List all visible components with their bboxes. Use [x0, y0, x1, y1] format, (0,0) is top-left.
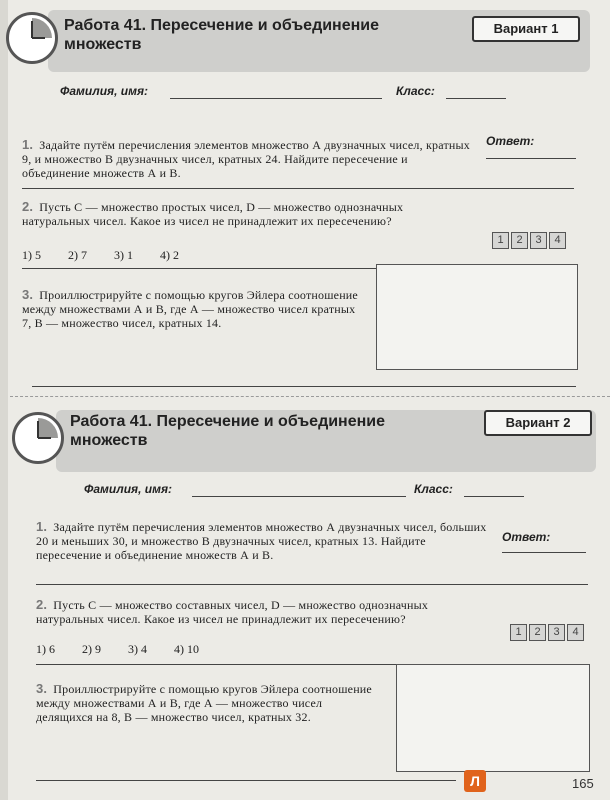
task-1: [36, 520, 492, 562]
option[interactable]: 3) 4: [128, 642, 147, 656]
class-field[interactable]: [464, 496, 524, 497]
task-text: Задайте путём перечисления элементов множество А двузначных чисел, кратных 9, и множество В двузначных чисел, кратных 24. Найдите пересечение и объединение множеств А и В.: [22, 138, 470, 180]
answer-box[interactable]: 1: [510, 624, 527, 641]
divider: [36, 780, 456, 781]
task-2: [36, 598, 494, 626]
answer-options: [36, 642, 223, 657]
task-number: 2.: [22, 199, 34, 214]
answer-options: [22, 248, 203, 263]
task-text: Проиллюстрируйте с помощью кругов Эйлера соотношение между множествами А и В, где А — множество чисел кратных 7, В — множество чисел, кратных 14.: [22, 288, 358, 330]
variant-1-section: [0, 0, 610, 392]
task-text: Пусть С — множество составных чисел, D — множество однозначных натуральных чисел. Какое из чисел не принадлежит их пересечению?: [36, 598, 429, 626]
class-label: Класс:: [414, 482, 453, 496]
answer-box[interactable]: 1: [492, 232, 509, 249]
name-row: [60, 84, 580, 102]
name-row: [84, 482, 604, 500]
answer-box[interactable]: 3: [530, 232, 547, 249]
answer-box[interactable]: 4: [567, 624, 584, 641]
name-field[interactable]: [192, 496, 406, 497]
task-3: [36, 682, 380, 724]
answer-label: Ответ:: [486, 134, 535, 148]
divider: [32, 386, 576, 387]
class-field[interactable]: [446, 98, 506, 99]
publisher-logo-icon: Л: [464, 770, 486, 792]
class-label: Класс:: [396, 84, 435, 98]
option[interactable]: 4) 2: [160, 248, 179, 262]
option[interactable]: 4) 10: [174, 642, 199, 656]
cut-line: [10, 396, 610, 397]
task-text: Проиллюстрируйте с помощью кругов Эйлера соотношение между множествами А и В, где А — множество чисел делящихся на 8, В — множество чисел, кратных 32.: [36, 682, 372, 724]
task-3: [22, 288, 362, 330]
task-number: 1.: [36, 519, 48, 534]
task-text: Задайте путём перечисления элементов множество А двузначных чисел, больших 20 и меньших 30, и множество В двузначных чисел, кратных 13. Найдите пересечение и объединение множеств А и В.: [36, 520, 487, 562]
option[interactable]: 2) 7: [68, 248, 87, 262]
task-number: 2.: [36, 597, 48, 612]
drawing-area[interactable]: [376, 264, 578, 370]
divider: [36, 584, 588, 585]
option[interactable]: 1) 5: [22, 248, 41, 262]
answer-box[interactable]: 3: [548, 624, 565, 641]
page-number: 165: [572, 776, 594, 791]
page-title: Работа 41. Пересечение и объединение множеств: [64, 17, 380, 53]
drawing-area[interactable]: [396, 664, 590, 772]
task-text: Пусть С — множество простых чисел, D — множество однозначных натуральных чисел. Какое из чисел не принадлежит их пересечению?: [22, 200, 404, 228]
variant-badge: Вариант 1: [472, 16, 580, 42]
variant-2-section: [0, 400, 610, 792]
answer-boxes: [510, 624, 586, 641]
answer-field[interactable]: [502, 552, 586, 553]
clock-icon: [12, 412, 64, 464]
answer-label: Ответ:: [502, 530, 551, 544]
option[interactable]: 1) 6: [36, 642, 55, 656]
name-label: Фамилия, имя:: [60, 84, 149, 98]
answer-box[interactable]: 4: [549, 232, 566, 249]
name-field[interactable]: [170, 98, 382, 99]
answer-box[interactable]: 2: [529, 624, 546, 641]
task-number: 3.: [36, 681, 48, 696]
option[interactable]: 3) 1: [114, 248, 133, 262]
variant-badge: Вариант 2: [484, 410, 592, 436]
answer-field[interactable]: [486, 158, 576, 159]
answer-boxes: [492, 232, 568, 249]
answer-box[interactable]: 2: [511, 232, 528, 249]
task-number: 3.: [22, 287, 34, 302]
clock-icon: [6, 12, 58, 64]
option[interactable]: 2) 9: [82, 642, 101, 656]
page-title: Работа 41. Пересечение и объединение множеств: [70, 413, 386, 449]
task-2: [22, 200, 472, 228]
divider: [22, 188, 574, 189]
task-number: 1.: [22, 137, 34, 152]
task-1: [22, 138, 470, 180]
name-label: Фамилия, имя:: [84, 482, 173, 496]
